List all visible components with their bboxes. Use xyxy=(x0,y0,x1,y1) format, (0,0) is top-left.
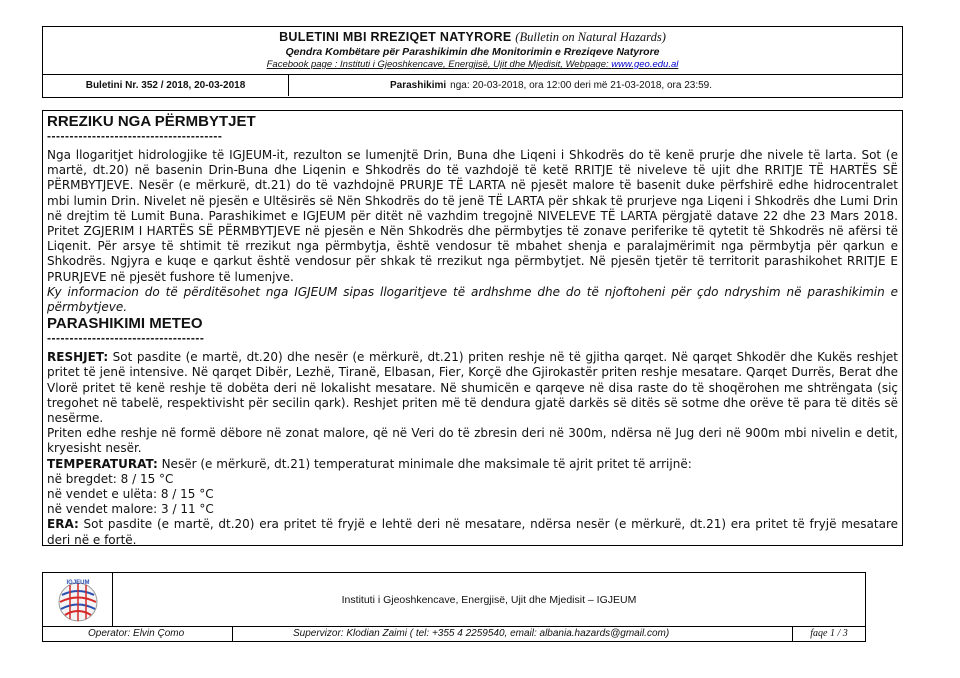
page-number: faqe 1 / 3 xyxy=(810,628,848,639)
bulletin-title-al: BULETINI MBI RREZIQET NATYRORE xyxy=(279,30,512,44)
meteo-title-underline: ----------------------------------- xyxy=(47,332,205,345)
forecast-range: nga: 20-03-2018, ora 12:00 deri më 21-03-2018, ora 23:59. xyxy=(450,80,713,91)
igjeum-logo xyxy=(43,573,113,626)
flood-title-underline: --------------------------------------- xyxy=(47,130,223,142)
forecast-label: Parashikimi xyxy=(390,80,447,91)
meteo-section-title: PARASHIKIMI METEO xyxy=(47,315,203,333)
precipitation-label: RESHJET: xyxy=(47,350,109,365)
igjeum-logo-icon xyxy=(52,575,104,625)
forecast-period xyxy=(289,75,902,96)
temp-mountain: në vendet malore: 3 / 11 °C xyxy=(47,502,214,517)
header-meta-row xyxy=(43,75,902,96)
temp-coast: në bregdet: 8 / 15 °C xyxy=(47,471,174,486)
bulletin-header xyxy=(42,26,903,98)
snow-paragraph: Priten edhe reshje në formë dëbore në zonat malore, që në Veri do të zbresin deri në 300m, ndërsa në Jug deri në 900m mbi nivelin e detit, kryesisht nesër. xyxy=(47,426,898,456)
precipitation-text: Sot pasdite (e martë, dt.20) dhe nesër (e mërkurë, dt.21) priten reshje në të gjitha qarqet. Në qarqet Shkodër dhe Kukës reshjet pritet të jenë intensive. Në qarqet Dibër, Lezhë, Tiranë, Elbasan, Fier, Korçë dhe Gjirokastër priten reshje mesatare. Qarqet Durrës, Berat dhe Vlorë pritet të kenë reshje të dobëta deri në lokalisht mesatare. Në shumicën e qarqeve në disa raste do të shoqërohen me shtrëngata (siç tregohet në tabelë, respektivisht për secilin qark). Reshjet priten më të dendura gjatë darkës së ditës së sotme dhe orëve të para të ditës së nesërme. xyxy=(47,350,898,426)
footer-bottom-row xyxy=(43,627,865,641)
facebook-text: Facebook page : Instituti i Gjeoshkencave, Energjisë, Ujit dhe Mjedisit, Webpage: xyxy=(266,59,612,70)
bulletin-footer xyxy=(42,572,866,642)
logo-text: IGJEUM xyxy=(65,579,90,586)
webpage-link[interactable]: www.geo.edu.al xyxy=(611,59,679,70)
center-name: Qendra Kombëtare për Parashikimin dhe Monitorimin e Rreziqeve Natyrore xyxy=(285,46,660,58)
facebook-line xyxy=(43,59,902,71)
precipitation-paragraph xyxy=(47,350,898,426)
temperature-text: Nesër (e mërkurë, dt.21) temperaturat minimale dhe maksimale të ajrit pritet të arrijnë: xyxy=(157,456,692,471)
flood-section-title: RREZIKU NGA PËRMBYTJET xyxy=(47,113,256,130)
header-title-block xyxy=(43,27,902,75)
wind-text: Sot pasdite (e martë, dt.20) era pritet të fryjë e lehtë deri në mesatare, ndërsa nesër (e mërkurë, dt.21) era pritet të fryjë mesatare deri në e fortë. xyxy=(47,517,898,547)
supervisor-contact: Supervizor: Klodian Zaimi ( tel: +355 4 2259540, email: albania.hazards@gmail.com) xyxy=(233,627,793,641)
footer-top-row xyxy=(43,573,865,627)
temperature-paragraph xyxy=(47,457,898,472)
bulletin-number: Buletini Nr. 352 / 2018, 20-03-2018 xyxy=(43,75,289,96)
temp-lowland: në vendet e ulëta: 8 / 15 °C xyxy=(47,487,214,502)
bulletin-content xyxy=(42,110,903,546)
flood-body: Nga llogaritjet hidrologjike të IGJEUM-it, rezulton se lumenjtë Drin, Buna dhe Liqeni i Shkodrës do të kenë prurje dhe nivele të larta. Sot (e martë, dt.20) në basenin Drin-Buna dhe Liqenin e Shkodrës do të vazhdojë të ketë RRITJE të niveleve të ujit dhe RRITJE TË HARTËS SË PËRMBYTJEVE. Nesër (e mërkurë, dt.21) do të vazhdojnë PRURJE TË LARTA në pjesët malore të basenit duke përfshirë edhe hidrocentralet mbi lumin Drin. Nivelet në pjesën e Ultësirës së Nën Shkodrës do të jenë TË LARTA për shkak të prurjeve nga Liqeni i Shkodrës dhe Lumi Drin në drejtim të Lumit Buna. Parashikimet e IGJEUM për ditët në vazhdim tregojnë NIVELEVE TË LARTA përgjatë datave 22 dhe 23 Mars 2018. Pritet ZGJERIM I HARTËS SË PËRMBYTJEVE në pjesën e Nën Shkodrës dhe përmbytjes të zonave periferike të qytetit të Shkodrës në afërsi të Liqenit. Për arsye të shtimit të rrezikut nga përmbytja, është vendosur të mbahet shenja e paralajmërimit nga përmbytja për qarkun e Shkodrës. Ngjyra e kuqe e qarkut është vendosur për shkak të rrezikut nga përmbytjet. Në pjesën tjetër të territorit parashikohet RRITJE E PRURJEVE në pjesët fushore të lumenjve. xyxy=(47,148,898,284)
operator: Operator: Elvin Çomo xyxy=(43,627,233,641)
institute-name: Instituti i Gjeoshkencave, Energjisë, Ujit dhe Mjedisit – IGJEUM xyxy=(341,594,637,606)
wind-label: ERA: xyxy=(47,517,79,532)
flood-note: Ky informacion do të përditësohet nga IGJEUM sipas llogaritjeve të ardhshme dhe do të njoftoheni për çdo ndryshim në parashikimin e përmbytjeve. xyxy=(47,284,898,315)
bulletin-title-en: (Bulletin on Natural Hazards) xyxy=(515,30,666,44)
temperature-label: TEMPERATURAT: xyxy=(47,456,158,471)
wind-paragraph xyxy=(47,517,898,547)
bulletin-title xyxy=(43,30,902,45)
